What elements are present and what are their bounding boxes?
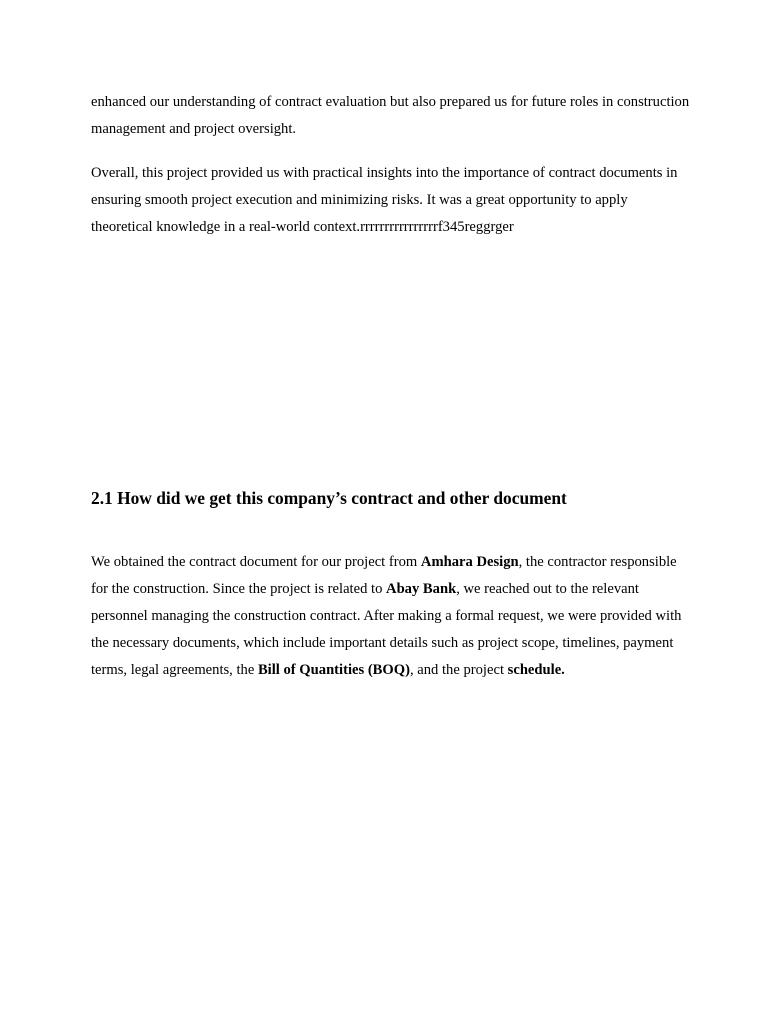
text-segment: , the contractor responsible for the construction. Since the project is related to bbox=[91, 554, 677, 597]
paragraph-contract-acquisition bbox=[91, 549, 691, 684]
bold-schedule: schedule. bbox=[507, 662, 565, 678]
paragraph-contract-evaluation: enhanced our understanding of contract evaluation but also prepared us for future roles in construction management and project oversight. bbox=[91, 94, 690, 137]
bold-company-name: Amhara Design bbox=[420, 554, 519, 570]
bold-boq: Bill of Quantities (BOQ) bbox=[257, 662, 410, 678]
section-heading-2-1: 2.1 How did we get this company’s contract and other document bbox=[91, 488, 567, 508]
text-segment: , and the project bbox=[409, 662, 508, 678]
bold-bank-name: Abay Bank bbox=[386, 581, 457, 597]
text-segment: We obtained the contract document for our project from bbox=[91, 554, 421, 570]
paragraph-overall-summary: Overall, this project provided us with practical insights into the importance of contract documents in ensuring smooth project execution and minimizing risks. It was a great opportunity to apply theoretical knowledge in a real-world context.rrrrrrrrrrrrrrrrf345reggrger bbox=[91, 165, 678, 235]
text-segment: , we reached out to the relevant personnel managing the construction contract. After making a formal request, we were provided with the necessary documents, which include important details such as project scope, timelines, payment terms, legal agreements, the bbox=[91, 581, 682, 678]
